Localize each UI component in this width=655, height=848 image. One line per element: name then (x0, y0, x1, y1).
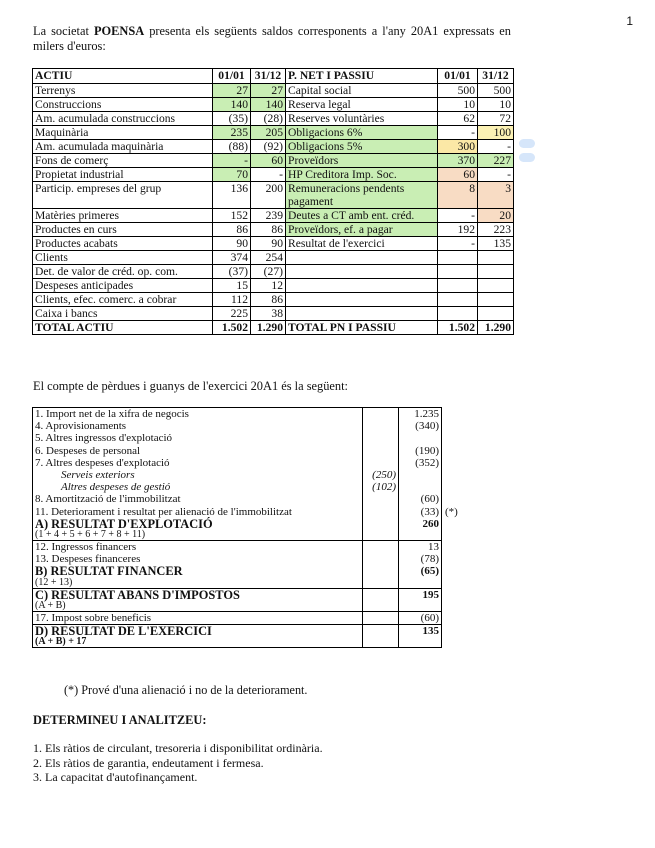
balance-row (33, 237, 514, 251)
pyg-note (442, 601, 472, 612)
balance-row (33, 84, 514, 98)
balance-header-row (33, 69, 514, 84)
pyg-note (442, 481, 472, 493)
pyg-note (442, 457, 472, 469)
balance-cell-actiu-3112: 60 (251, 154, 286, 168)
balance-cell-actiu-0101: (88) (213, 140, 251, 154)
balance-cell-passiu-label: Proveïdors (286, 154, 438, 168)
pyg-value (399, 481, 442, 493)
balance-cell-actiu-0101: 112 (213, 293, 251, 307)
balance-cell-actiu-label: Maquinària (33, 126, 213, 140)
pyg-note (442, 408, 472, 421)
balance-cell-passiu-label (286, 279, 438, 293)
balance-cell-passiu-3112: - (478, 168, 514, 182)
pyg-partial: (250) (363, 469, 399, 481)
pyg-note (442, 637, 472, 648)
pyg-note: (*) (445, 505, 458, 518)
pyg-label: 11. Deteriorament i resultat per alienació de l'immobilitzat (33, 506, 363, 518)
total-actiu-label: TOTAL ACTIU (33, 321, 213, 335)
balance-cell-actiu-0101: 140 (213, 98, 251, 112)
balance-cell-actiu-0101: - (213, 154, 251, 168)
pyg-formula: (1 + 4 + 5 + 6 + 7 + 8 + 11) (33, 530, 363, 541)
balance-cell-actiu-0101: 374 (213, 251, 251, 265)
balance-cell-actiu-0101: (37) (213, 265, 251, 279)
balance-cell-actiu-3112: 140 (251, 98, 286, 112)
pyg-note (442, 611, 472, 624)
pyg-row (33, 445, 472, 457)
pyg-value: 1.235 (399, 408, 442, 421)
balance-cell-passiu-label: Deutes a CT amb ent. créd. (286, 209, 438, 223)
balance-cell-passiu-0101 (438, 265, 478, 279)
balance-cell-actiu-0101: 225 (213, 307, 251, 321)
balance-cell-passiu-3112 (478, 279, 514, 293)
balance-cell-actiu-label: Am. acumulada maquinària (33, 140, 213, 154)
balance-row (33, 293, 514, 307)
balance-cell-passiu-3112 (478, 293, 514, 307)
balance-cell-passiu-0101 (438, 279, 478, 293)
total-actiu-3112: 1.290 (251, 321, 286, 335)
balance-cell-passiu-label: Remuneracions pendents pagament (286, 182, 438, 209)
pyg-partial (363, 432, 399, 444)
balance-cell-actiu-3112: 254 (251, 251, 286, 265)
balance-row (33, 223, 514, 237)
balance-sheet-table (32, 68, 514, 335)
balance-cell-actiu-label: Terrenys (33, 84, 213, 98)
pyg-row (33, 506, 472, 518)
pyg-label: 6. Despeses de personal (33, 445, 363, 457)
pyg-partial (363, 611, 399, 624)
pyg-row (33, 457, 472, 469)
pyg-partial: (102) (363, 481, 399, 493)
intro-pre: La societat (33, 24, 94, 38)
pyg-row (33, 408, 472, 421)
balance-cell-actiu-0101: 136 (213, 182, 251, 209)
pyg-row (33, 611, 472, 624)
pyg-note (442, 578, 472, 589)
pyg-label: 7. Altres despeses d'explotació (33, 457, 363, 469)
balance-cell-actiu-label: Productes acabats (33, 237, 213, 251)
balance-cell-passiu-3112: - (478, 140, 514, 154)
determine-heading: DETERMINEU I ANALITZEU: (33, 713, 207, 727)
balance-cell-passiu-3112: 135 (478, 237, 514, 251)
pyg-partial (363, 578, 399, 589)
balance-cell-passiu-label (286, 265, 438, 279)
pyg-note (442, 541, 472, 554)
balance-cell-actiu-3112: 86 (251, 293, 286, 307)
pyg-value: (33) (399, 506, 442, 518)
pyg-partial (363, 565, 399, 577)
balance-row (33, 251, 514, 265)
balance-cell-passiu-0101 (438, 307, 478, 321)
pyg-label: 13. Despeses financeres (33, 553, 363, 565)
pyg-value (399, 530, 442, 541)
balance-cell-passiu-0101: 10 (438, 98, 478, 112)
pyg-row (33, 469, 472, 481)
balance-cell-actiu-3112: 90 (251, 237, 286, 251)
balance-cell-actiu-label: Det. de valor de créd. op. com. (33, 265, 213, 279)
balance-total-row (33, 321, 514, 335)
page-number: 1 (626, 14, 633, 28)
pyg-note (442, 445, 472, 457)
balance-cell-passiu-0101: - (438, 126, 478, 140)
pyg-value (399, 601, 442, 612)
pyg-partial (363, 493, 399, 505)
pyg-row (33, 565, 472, 577)
balance-cell-passiu-3112 (478, 307, 514, 321)
balance-cell-passiu-3112: 20 (478, 209, 514, 223)
balance-cell-passiu-0101: 500 (438, 84, 478, 98)
balance-cell-passiu-0101: - (438, 209, 478, 223)
balance-row (33, 112, 514, 126)
pyg-label: 5. Altres ingressos d'explotació (33, 432, 363, 444)
balance-cell-passiu-label: Capital social (286, 84, 438, 98)
total-actiu-0101: 1.502 (213, 321, 251, 335)
pyg-note (442, 420, 472, 432)
balance-cell-actiu-label: Fons de comerç (33, 154, 213, 168)
balance-row (33, 168, 514, 182)
pyg-result-value: 260 (399, 518, 442, 530)
total-passiu-0101: 1.502 (438, 321, 478, 335)
pyg-partial (363, 457, 399, 469)
balance-cell-actiu-label: Clients, efec. comerc. a cobrar (33, 293, 213, 307)
pyg-note (442, 518, 472, 530)
balance-row (33, 126, 514, 140)
intro-paragraph (33, 24, 511, 54)
balance-cell-actiu-0101: 70 (213, 168, 251, 182)
balance-cell-actiu-label: Clients (33, 251, 213, 265)
balance-cell-passiu-3112 (478, 265, 514, 279)
balance-cell-actiu-0101: 152 (213, 209, 251, 223)
balance-cell-actiu-label: Productes en curs (33, 223, 213, 237)
pyg-row (33, 493, 472, 505)
total-passiu-label: TOTAL PN I PASSIU (286, 321, 438, 335)
balance-cell-passiu-3112: 223 (478, 223, 514, 237)
balance-cell-actiu-0101: 90 (213, 237, 251, 251)
pyg-partial (363, 445, 399, 457)
balance-cell-actiu-3112: (27) (251, 265, 286, 279)
balance-cell-actiu-3112: - (251, 168, 286, 182)
balance-cell-passiu-0101: 370 (438, 154, 478, 168)
balance-cell-passiu-label: Reserves voluntàries (286, 112, 438, 126)
balance-cell-passiu-label: HP Creditora Imp. Soc. (286, 168, 438, 182)
balance-row (33, 307, 514, 321)
balance-cell-actiu-3112: (28) (251, 112, 286, 126)
balance-cell-actiu-label: Propietat industrial (33, 168, 213, 182)
header-actiu-0101: 01/01 (213, 69, 251, 84)
balance-cell-passiu-0101: 62 (438, 112, 478, 126)
balance-cell-actiu-3112: 27 (251, 84, 286, 98)
pyg-label: Altres despeses de gestió (33, 481, 363, 493)
balance-cell-passiu-0101 (438, 251, 478, 265)
balance-row (33, 98, 514, 112)
pyg-value (399, 578, 442, 589)
pyg-row (33, 601, 472, 612)
pyg-note (442, 565, 472, 577)
balance-row (33, 265, 514, 279)
pyg-formula: (12 + 13) (33, 578, 363, 589)
balance-cell-passiu-0101: 192 (438, 223, 478, 237)
balance-row (33, 154, 514, 168)
pyg-note (442, 432, 472, 444)
pyg-partial (363, 588, 399, 601)
pyg-partial (363, 601, 399, 612)
pyg-result-label: B) RESULTAT FINANCER (33, 565, 363, 577)
balance-cell-passiu-0101: 300 (438, 140, 478, 154)
balance-cell-actiu-label: Particip. empreses del grup (33, 182, 213, 209)
balance-cell-passiu-3112: 3 (478, 182, 514, 209)
pyg-note (442, 625, 472, 638)
pyg-note (442, 469, 472, 481)
pyg-row (33, 637, 472, 648)
balance-cell-passiu-0101: - (438, 237, 478, 251)
header-actiu: ACTIU (33, 69, 213, 84)
pyg-partial (363, 553, 399, 565)
pyg-row (33, 541, 472, 554)
balance-cell-actiu-label: Matèries primeres (33, 209, 213, 223)
balance-cell-passiu-label: Reserva legal (286, 98, 438, 112)
question-list (33, 741, 323, 785)
balance-cell-actiu-label: Caixa i bancs (33, 307, 213, 321)
balance-cell-passiu-3112: 72 (478, 112, 514, 126)
pyg-partial (363, 625, 399, 638)
pyg-result-value: (65) (399, 565, 442, 577)
total-passiu-3112: 1.290 (478, 321, 514, 335)
balance-cell-passiu-0101 (438, 293, 478, 307)
balance-cell-passiu-label (286, 251, 438, 265)
pyg-formula: (A + B) (33, 601, 363, 612)
company-name: POENSA (93, 24, 145, 38)
pyg-value (399, 469, 442, 481)
pyg-value: (78) (399, 553, 442, 565)
pyg-partial (363, 420, 399, 432)
pyg-note (442, 493, 472, 505)
balance-cell-passiu-0101: 8 (438, 182, 478, 209)
pyg-row (33, 432, 472, 444)
pyg-result-label: A) RESULTAT D'EXPLOTACIÓ (33, 518, 363, 530)
income-statement-table (32, 407, 472, 648)
balance-cell-passiu-3112: 227 (478, 154, 514, 168)
balance-cell-actiu-3112: 205 (251, 126, 286, 140)
blue-highlight-mark (519, 139, 535, 148)
pyg-partial (363, 637, 399, 648)
pyg-note (442, 530, 472, 541)
pyg-value: (60) (399, 493, 442, 505)
intro-post: presenta els següents saldos corresponents a l'any 20A1 expressats en milers d'euros: (33, 24, 512, 53)
pyg-partial (363, 518, 399, 530)
balance-cell-passiu-label: Obligacions 5% (286, 140, 438, 154)
footnote: (*) Prové d'una alienació i no de la deteriorament. (64, 683, 308, 697)
pyg-label: Serveis exteriors (33, 469, 363, 481)
pyg-result-label: C) RESULTAT ABANS D'IMPOSTOS (33, 588, 363, 601)
pyg-note (442, 553, 472, 565)
balance-cell-actiu-3112: (92) (251, 140, 286, 154)
balance-row (33, 279, 514, 293)
pyg-label: 4. Aprovisionaments (33, 420, 363, 432)
pyg-value: (60) (399, 611, 442, 624)
pyg-row (33, 625, 472, 638)
question-item: 3. La capacitat d'autofinançament. (33, 770, 198, 785)
balance-cell-passiu-label: Obligacions 6% (286, 126, 438, 140)
pyg-label: 12. Ingressos financers (33, 541, 363, 554)
balance-cell-actiu-3112: 86 (251, 223, 286, 237)
balance-cell-actiu-label: Construccions (33, 98, 213, 112)
pyg-result-value: 195 (399, 588, 442, 601)
balance-cell-passiu-3112: 100 (478, 126, 514, 140)
pyg-value: (190) (399, 445, 442, 457)
balance-cell-actiu-label: Am. acumulada construccions (33, 112, 213, 126)
pyg-value (399, 432, 442, 444)
balance-row (33, 182, 514, 209)
blue-highlight-mark (519, 153, 535, 162)
header-passiu-0101: 01/01 (438, 69, 478, 84)
balance-cell-actiu-3112: 12 (251, 279, 286, 293)
balance-cell-passiu-3112: 500 (478, 84, 514, 98)
balance-cell-passiu-label (286, 293, 438, 307)
pyg-partial (363, 408, 399, 421)
header-actiu-3112: 31/12 (251, 69, 286, 84)
balance-row (33, 140, 514, 154)
pyg-row (33, 578, 472, 589)
question-item: 1. Els ràtios de circulant, tresoreria i disponibilitat ordinària. (33, 741, 323, 755)
pyg-row (33, 530, 472, 541)
pyg-note (442, 588, 472, 601)
pyg-title: El compte de pèrdues i guanys de l'exercici 20A1 és la següent: (33, 379, 348, 393)
pyg-value: (352) (399, 457, 442, 469)
balance-cell-passiu-3112: 10 (478, 98, 514, 112)
pyg-value: (340) (399, 420, 442, 432)
balance-cell-actiu-3112: 200 (251, 182, 286, 209)
balance-cell-actiu-0101: 27 (213, 84, 251, 98)
question-item: 2. Els ràtios de garantia, endeutament i fermesa. (33, 755, 264, 770)
balance-cell-passiu-label: Resultat de l'exercici (286, 237, 438, 251)
pyg-partial (363, 541, 399, 554)
pyg-label: 17. Impost sobre beneficis (33, 611, 363, 624)
pyg-row (33, 420, 472, 432)
header-passiu-3112: 31/12 (478, 69, 514, 84)
pyg-label: 8. Amortització de l'immobilitzat (33, 493, 363, 505)
pyg-partial (363, 506, 399, 518)
pyg-formula: (A + B) + 17 (33, 637, 363, 648)
balance-cell-actiu-0101: (35) (213, 112, 251, 126)
pyg-result-value: 135 (399, 625, 442, 638)
pyg-value (399, 637, 442, 648)
balance-cell-passiu-label (286, 307, 438, 321)
balance-cell-actiu-3112: 239 (251, 209, 286, 223)
balance-cell-actiu-label: Despeses anticipades (33, 279, 213, 293)
pyg-partial (363, 530, 399, 541)
balance-cell-passiu-label: Proveïdors, ef. a pagar (286, 223, 438, 237)
balance-cell-actiu-3112: 38 (251, 307, 286, 321)
pyg-result-label: D) RESULTAT DE L'EXERCICI (33, 625, 363, 638)
balance-cell-actiu-0101: 86 (213, 223, 251, 237)
pyg-row (33, 481, 472, 493)
pyg-value: 13 (399, 541, 442, 554)
pyg-row (33, 588, 472, 601)
pyg-label: 1. Import net de la xifra de negocis (33, 408, 363, 421)
balance-cell-actiu-0101: 15 (213, 279, 251, 293)
balance-cell-actiu-0101: 235 (213, 126, 251, 140)
balance-cell-passiu-3112 (478, 251, 514, 265)
header-passiu: P. NET I PASSIU (286, 69, 438, 84)
balance-cell-passiu-0101: 60 (438, 168, 478, 182)
balance-row (33, 209, 514, 223)
